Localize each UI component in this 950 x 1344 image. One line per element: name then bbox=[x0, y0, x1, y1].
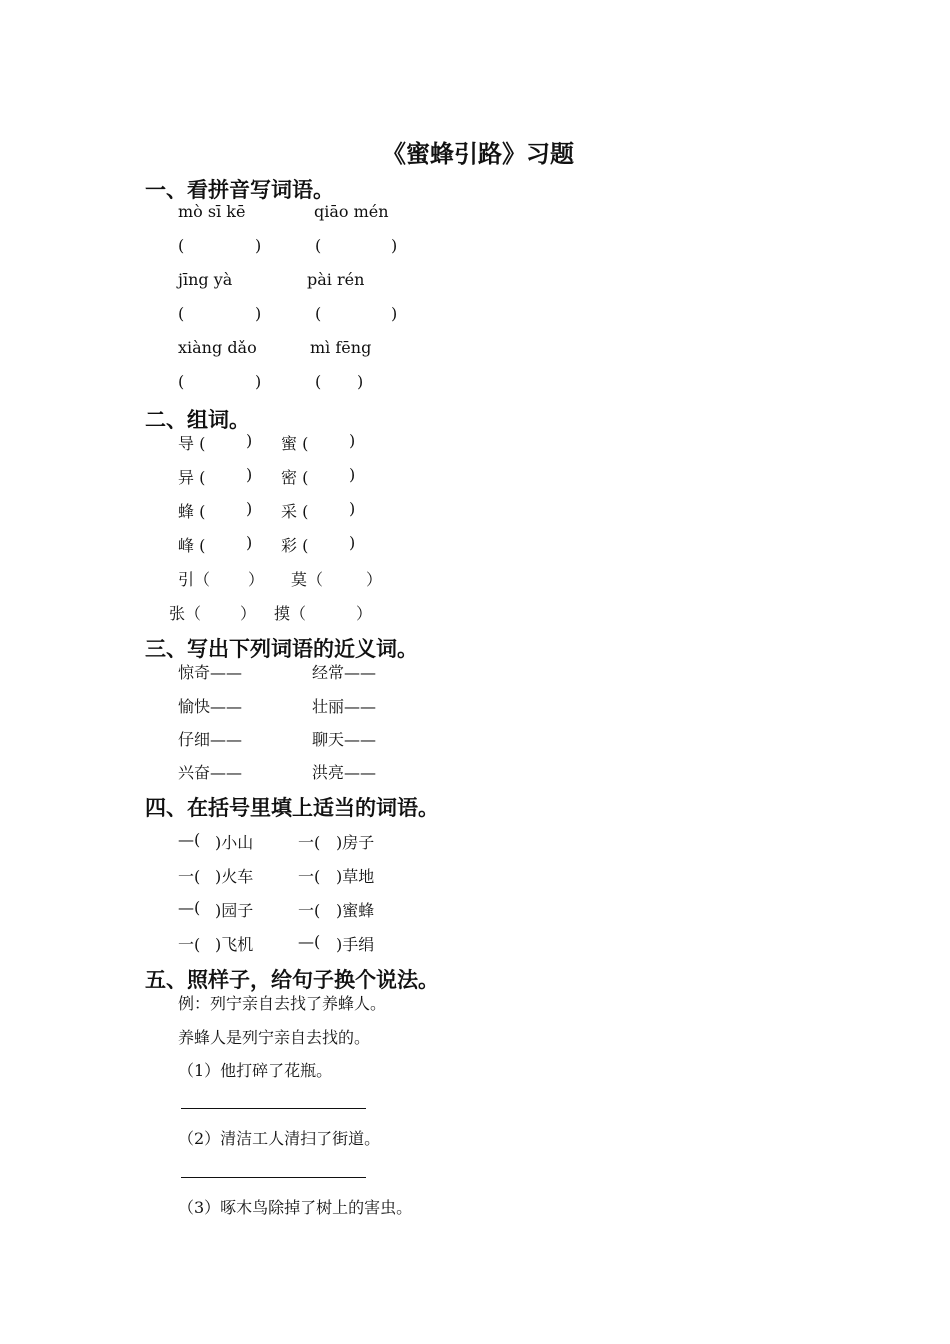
word-item[interactable]: 峰 ( bbox=[178, 536, 206, 555]
word-item-close: ) bbox=[349, 533, 356, 552]
word-item[interactable]: 蜜 ( bbox=[281, 434, 309, 453]
measure-word-noun: )房子 bbox=[336, 833, 375, 852]
pinyin-xiangdao: xiàng dǎo bbox=[178, 338, 257, 357]
question-3: （3）啄木鸟除掉了树上的害虫。 bbox=[178, 1198, 413, 1217]
synonym-item[interactable]: 经常—— bbox=[312, 663, 377, 682]
synonym-item[interactable]: 聊天—— bbox=[312, 730, 377, 749]
measure-word-noun: )园子 bbox=[215, 901, 254, 920]
synonym-item[interactable]: 惊奇—— bbox=[178, 663, 243, 682]
word-item[interactable]: 密 ( bbox=[281, 468, 309, 487]
measure-word-blank[interactable]: —( bbox=[298, 932, 321, 951]
section-2-heading: 二、组词。 bbox=[145, 407, 250, 432]
answer-blank-open[interactable]: ( bbox=[315, 236, 322, 255]
example-answer: 养蜂人是列宁亲自去找的。 bbox=[178, 1028, 371, 1047]
word-item-close: ) bbox=[349, 431, 356, 450]
question-2: （2）清洁工人清扫了街道。 bbox=[178, 1129, 381, 1148]
synonym-item[interactable]: 仔细—— bbox=[178, 730, 243, 749]
word-item-close: ） bbox=[248, 570, 265, 589]
word-item-close: ) bbox=[246, 465, 253, 484]
word-item[interactable]: 导 ( bbox=[178, 434, 206, 453]
section-3-heading: 三、写出下列词语的近义词。 bbox=[145, 636, 418, 661]
synonym-item[interactable]: 兴奋—— bbox=[178, 763, 243, 782]
word-item-close: ) bbox=[246, 499, 253, 518]
word-item-close: ） bbox=[240, 604, 257, 623]
answer-blank-open[interactable]: ( bbox=[315, 304, 322, 323]
measure-word-noun: )火车 bbox=[215, 867, 254, 886]
measure-word-blank[interactable]: 一( bbox=[298, 901, 321, 920]
measure-word-blank[interactable]: 一( bbox=[178, 867, 201, 886]
measure-word-noun: )手绢 bbox=[336, 935, 375, 954]
answer-blank-close: ) bbox=[255, 372, 262, 391]
answer-blank-close: ) bbox=[255, 236, 262, 255]
word-item[interactable]: 摸（ bbox=[274, 604, 307, 623]
answer-line-1[interactable] bbox=[181, 1108, 366, 1109]
pinyin-jingya: jīng yà bbox=[178, 270, 233, 289]
answer-blank-open[interactable]: ( bbox=[178, 236, 185, 255]
synonym-item[interactable]: 洪亮—— bbox=[312, 763, 377, 782]
word-item[interactable]: 蜂 ( bbox=[178, 502, 206, 521]
pinyin-qiaomen: qiāo mén bbox=[314, 202, 389, 221]
word-item-close: ) bbox=[349, 499, 356, 518]
word-item[interactable]: 彩 ( bbox=[281, 536, 309, 555]
answer-blank-open[interactable]: ( bbox=[315, 372, 322, 391]
section-4-heading: 四、在括号里填上适当的词语。 bbox=[145, 795, 439, 820]
measure-word-blank[interactable]: 一( bbox=[178, 935, 201, 954]
synonym-item[interactable]: 壮丽—— bbox=[312, 697, 377, 716]
measure-word-blank[interactable]: —( bbox=[178, 898, 201, 917]
pinyin-mosike: mò sī kē bbox=[178, 202, 246, 221]
word-item[interactable]: 莫（ bbox=[291, 570, 324, 589]
answer-line-2[interactable] bbox=[181, 1177, 366, 1178]
synonym-item[interactable]: 愉快—— bbox=[178, 697, 243, 716]
measure-word-blank[interactable]: 一( bbox=[298, 867, 321, 886]
answer-blank-open[interactable]: ( bbox=[178, 304, 185, 323]
measure-word-noun: )草地 bbox=[336, 867, 375, 886]
answer-blank-close: ) bbox=[255, 304, 262, 323]
word-item-close: ） bbox=[356, 604, 373, 623]
answer-blank-open[interactable]: ( bbox=[178, 372, 185, 391]
answer-blank-close: ) bbox=[391, 236, 398, 255]
word-item-close: ) bbox=[246, 533, 253, 552]
question-1: （1）他打碎了花瓶。 bbox=[178, 1061, 333, 1080]
measure-word-noun: )小山 bbox=[215, 833, 254, 852]
word-item[interactable]: 采 ( bbox=[281, 502, 309, 521]
measure-word-blank[interactable]: 一( bbox=[298, 833, 321, 852]
section-5-heading: 五、照样子，给句子换个说法。 bbox=[145, 967, 439, 992]
answer-blank-close: ) bbox=[357, 372, 364, 391]
section-1-heading: 一、看拼音写词语。 bbox=[145, 177, 334, 202]
page-title: 《蜜蜂引路》习题 bbox=[382, 139, 574, 168]
pinyin-mifeng: mì fēng bbox=[310, 338, 372, 357]
measure-word-noun: )蜜蜂 bbox=[336, 901, 375, 920]
pinyin-pairen: pài rén bbox=[307, 270, 365, 289]
measure-word-blank[interactable]: —( bbox=[178, 830, 201, 849]
word-item-close: ) bbox=[349, 465, 356, 484]
answer-blank-close: ) bbox=[391, 304, 398, 323]
example-sentence: 例：列宁亲自去找了养蜂人。 bbox=[178, 994, 387, 1013]
word-item-close: ) bbox=[246, 431, 253, 450]
word-item[interactable]: 异 ( bbox=[178, 468, 206, 487]
word-item[interactable]: 张（ bbox=[169, 604, 202, 623]
word-item-close: ） bbox=[366, 570, 383, 589]
word-item[interactable]: 引（ bbox=[178, 570, 211, 589]
measure-word-noun: )飞机 bbox=[215, 935, 254, 954]
